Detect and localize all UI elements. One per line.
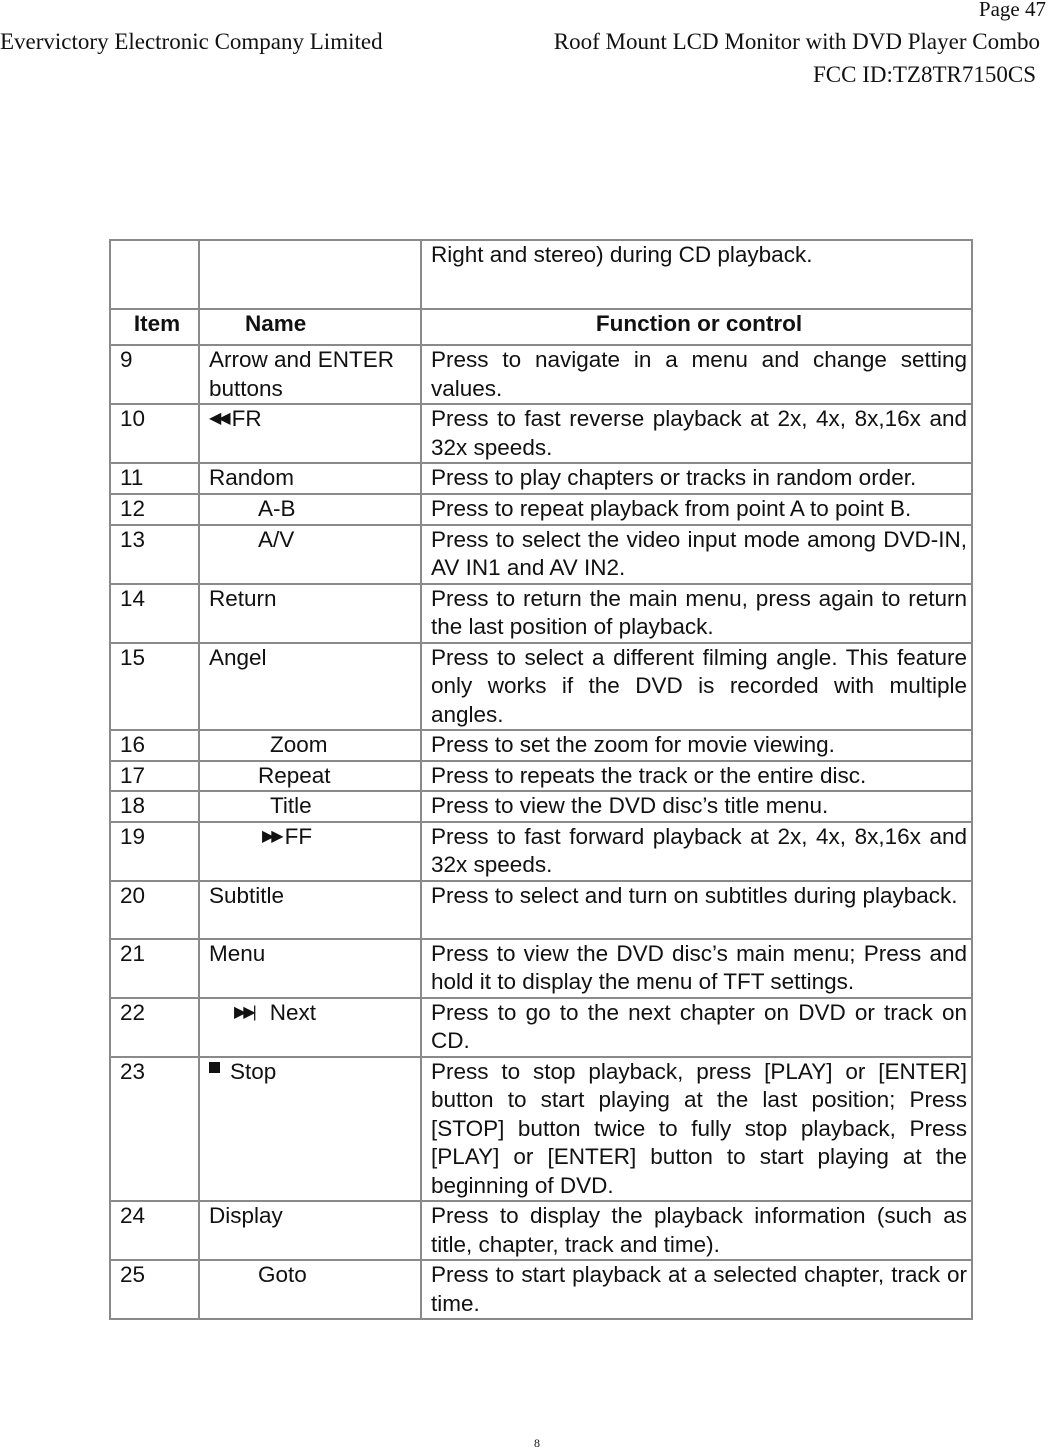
fast-forward-icon: ▶▶: [262, 827, 281, 845]
table-row: [110, 404, 972, 463]
item-number: 16: [110, 730, 199, 761]
item-number: 17: [110, 761, 199, 792]
table-header-row: [110, 309, 972, 345]
item-number: 22: [110, 998, 199, 1057]
item-number: 14: [110, 584, 199, 643]
item-function: Press to return the main menu, press again to return the last position of playback.: [421, 584, 972, 643]
column-header-function: Function or control: [421, 309, 972, 345]
item-name: Return: [199, 584, 421, 643]
table-row: [110, 998, 972, 1057]
item-number: 10: [110, 404, 199, 463]
item-function: Press to select the video input mode among DVD-IN, AV IN1 and AV IN2.: [421, 525, 972, 584]
item-name: Display: [199, 1201, 421, 1260]
item-name: Menu: [199, 939, 421, 998]
item-function: Press to repeats the track or the entire disc.: [421, 761, 972, 792]
item-name: Repeat: [199, 761, 421, 792]
item-number: 11: [110, 463, 199, 494]
item-function: Press to set the zoom for movie viewing.: [421, 730, 972, 761]
item-function: Press to select a different filming angle. This feature only works if the DVD is recorded with multiple angles.: [421, 643, 972, 731]
item-name: Title: [199, 791, 421, 822]
item-name: Arrow and ENTER buttons: [199, 345, 421, 404]
table-row: [110, 643, 972, 731]
item-name: Random: [199, 463, 421, 494]
item-name: Subtitle: [199, 881, 421, 939]
item-name: Goto: [199, 1260, 421, 1319]
continuation-text: Right and stereo) during CD playback.: [421, 240, 972, 309]
item-function: Press to view the DVD disc’s title menu.: [421, 791, 972, 822]
table-row: [110, 345, 972, 404]
item-name: FF: [284, 823, 313, 849]
item-name: Next: [269, 999, 317, 1025]
item-number: 23: [110, 1057, 199, 1202]
column-header-item: Item: [110, 309, 199, 345]
table-row: [110, 463, 972, 494]
item-function: Press to start playback at a selected chapter, track or time.: [421, 1260, 972, 1319]
item-function: Press to view the DVD disc’s main menu; Press and hold it to display the menu of TFT settings.: [421, 939, 972, 998]
item-name: A/V: [199, 525, 421, 584]
item-name: Stop: [230, 1058, 277, 1084]
column-header-name: Name: [199, 309, 421, 345]
item-number: 18: [110, 791, 199, 822]
table-row: [110, 525, 972, 584]
table-row: [110, 822, 972, 881]
item-name: Zoom: [199, 730, 421, 761]
item-name: FR: [231, 406, 262, 431]
stop-icon: [209, 1062, 220, 1073]
item-function: Press to stop playback, press [PLAY] or [ENTER] button to start playing at the last position; Press [STOP] button twice to fully stop playback, Press [PLAY] or [ENTER] button to start playing at the beginning of DVD.: [421, 1057, 972, 1202]
table-row: [110, 1260, 972, 1319]
item-function: Press to go to the next chapter on DVD or track on CD.: [421, 998, 972, 1057]
item-name: A-B: [199, 494, 421, 525]
company-name: Evervictory Electronic Company Limited: [0, 29, 383, 54]
fcc-id: FCC ID:TZ8TR7150CS: [812, 62, 1036, 87]
item-function: Press to repeat playback from point A to point B.: [421, 494, 972, 525]
table-row: [110, 791, 972, 822]
fast-reverse-icon: ◀◀: [209, 410, 228, 427]
product-name: Roof Mount LCD Monitor with DVD Player Combo: [553, 29, 1040, 54]
item-name: Angel: [199, 643, 421, 731]
item-number: 19: [110, 822, 199, 881]
item-number: 21: [110, 939, 199, 998]
table-row: [110, 761, 972, 792]
item-number: 12: [110, 494, 199, 525]
item-function: Press to navigate in a menu and change setting values.: [421, 345, 972, 404]
item-number: 20: [110, 881, 199, 939]
table-row: [110, 730, 972, 761]
continuation-row: [110, 240, 972, 309]
table-row: [110, 939, 972, 998]
item-number: 13: [110, 525, 199, 584]
skip-next-icon: ▶▶|: [234, 1003, 254, 1021]
table-row: [110, 1057, 972, 1202]
item-function: Press to play chapters or tracks in random order.: [421, 463, 972, 494]
item-function: Press to display the playback information (such as title, chapter, track and time).: [421, 1201, 972, 1260]
table-row: [110, 494, 972, 525]
table-row: [110, 881, 972, 939]
item-number: 25: [110, 1260, 199, 1319]
item-function: Press to fast reverse playback at 2x, 4x, 8x,16x and 32x speeds.: [421, 404, 972, 463]
item-number: 9: [110, 345, 199, 404]
table-row: [110, 1201, 972, 1260]
item-function: Press to select and turn on subtitles during playback.: [421, 881, 972, 939]
footer-page-number: 8: [534, 1436, 540, 1450]
function-table: [109, 239, 973, 1320]
table-row: [110, 584, 972, 643]
page-label: Page 47: [978, 0, 1046, 21]
item-function: Press to fast forward playback at 2x, 4x, 8x,16x and 32x speeds.: [421, 822, 972, 881]
item-number: 24: [110, 1201, 199, 1260]
item-number: 15: [110, 643, 199, 731]
